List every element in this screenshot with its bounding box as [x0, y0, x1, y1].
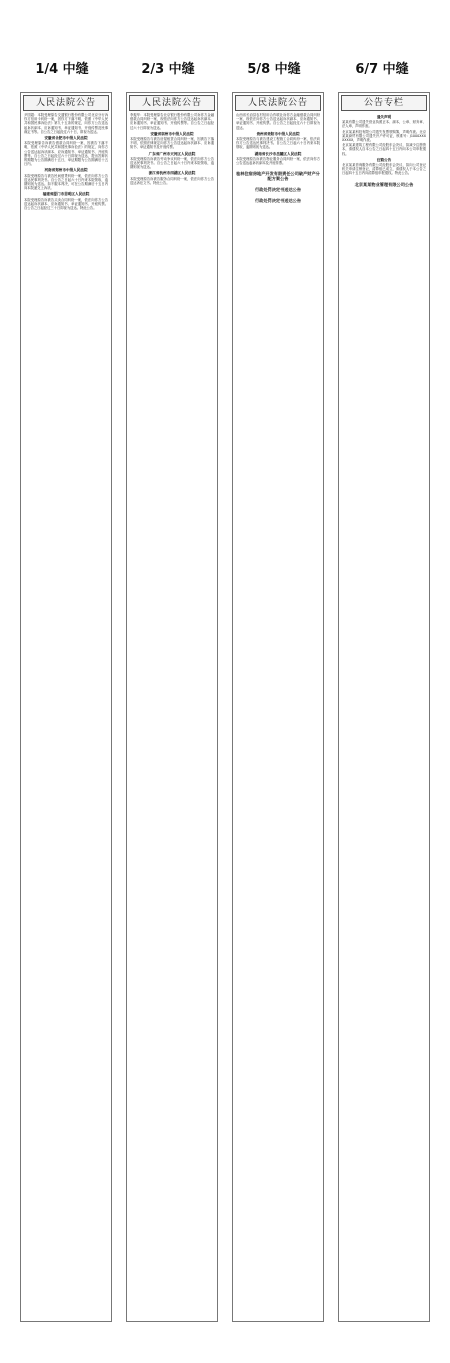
column-title: 人民法院公告: [129, 95, 215, 111]
notice-text: 行政处罚决定书送达公告: [254, 187, 302, 193]
gutter-column-3: [232, 92, 324, 1322]
notice-heading: 安徽省宿州市中级人民法院: [150, 131, 194, 136]
column-title: 人民法院公告: [235, 95, 321, 111]
column-body: [21, 111, 111, 213]
notice-text: 尹国超：本院受理原告交通银行股份有限公司北京分行诉你方信用卡纠纷一案，因你方下落不明，依照《中华人民共和国民事诉讼法》第九十五条的规定，向你方公告送达起诉状副本、应诉通知书、举证通知书、开庭传票及民事裁定书等。自公告之日起经过六十日，即视为送达。: [24, 113, 108, 134]
notice-text: 北京某某咨询服务有限公司经股东会决议，拟向公司登记机关申请注销登记，清算组已成立，请债权人于本公告之日起四十五日内向清算组申报债权。特此公告。: [342, 163, 426, 176]
notice-text: 本院受理原告诉被告买卖合同纠纷一案，依法向你方公告送达起诉状副本、应诉通知书、举证通知书、开庭传票。自公告之日起经过三十日即视为送达。特此公告。: [24, 197, 108, 211]
notice-heading: 福建省厦门市思明区人民法院: [42, 192, 90, 197]
notice-heading: 注销公告: [376, 157, 392, 162]
notice-heading: 湖南省长沙市岳麓区人民法院: [254, 151, 302, 156]
column-header-1: 1/4 中缝: [35, 62, 89, 77]
notice-heading: 河南省郑州市中级人民法院: [44, 168, 88, 173]
column-header-2: 2/3 中缝: [141, 62, 195, 77]
column-title: 人民法院公告: [23, 95, 109, 111]
notice-text: 本院受理原告与被告建设工程施工合同纠纷一案，依法向你方公告送达民事判决书。自公告之日起六十日内来本院领取，逾期则视为送达。: [236, 137, 320, 150]
notice-text: 行政处罚决定书送达公告: [254, 198, 302, 204]
notice-text: 本院受理原告与被告民间借贷纠纷一案，依法向你方公告送达民事判决书。自公告之日起六十日内来本院领取，逾期则视为送达。如不服本判决，可在公告期满后十五日内向本院递交上诉状。: [24, 173, 108, 191]
gutter-column-1: [20, 92, 112, 1322]
notice-text: 本院受理原告与被告房屋租赁合同纠纷一案，因被告下落不明，依照法律规定向你方公告送达起诉状副本、应诉通知书、举证通知书及开庭传票。: [130, 137, 214, 150]
column-header-3: 5/8 中缝: [247, 62, 301, 77]
notice-heading: 贵州省贵阳市中级人民法院: [256, 131, 300, 136]
notice-text: 本院受理原告诉被告服务合同纠纷一案，依法向你方公告送达诉讼文书。特此公告。: [130, 176, 214, 185]
notice-heading: 安徽省合肥市中级人民法院: [44, 136, 88, 141]
notice-heading: 浙江省杭州市西湖区人民法院: [148, 171, 196, 176]
notice-text: 某某有限公司遗失营业执照正本、副本，公章、财务章、法人章，声明作废。: [342, 120, 426, 129]
column-title: 公告专栏: [341, 95, 427, 111]
column-body: [127, 111, 217, 188]
notice-text: 桂林住宿房地产开发有限责任公司破产财产分配方案公告: [236, 171, 320, 182]
notice-text: 山西省长治县农村信用合作联社诉你方金融借款合同纠纷一案，现依法向你方公告送达起诉状副本、应诉通知书、举证通知书、开庭传票。自公告之日起经过六十日即视为送达。: [236, 113, 320, 130]
column-body: [233, 111, 323, 207]
notice-heading: 遗失声明: [376, 115, 392, 119]
notice-text: 北京某某物业管理有限公司公告: [354, 181, 414, 187]
column-header-4: 6/7 中缝: [355, 62, 409, 77]
column-body: [339, 111, 429, 191]
notice-text: 北京某某科技有限公司遗失发票领购簿，声明作废。北京某某商贸有限公司遗失开户许可证，核准号：J1000XXXXXXXX，声明作废。: [342, 129, 426, 143]
notice-text: 本院受理原告诉被告物业服务合同纠纷一案，依法向你方公告送达起诉状副本及开庭传票。: [236, 156, 320, 166]
gutter-column-2: [126, 92, 218, 1322]
notice-text: 本院受理原告诉被告借款合同纠纷一案，因被告下落不明，依照《中华人民共和国民事诉讼法》的规定，向你方公告送达起诉状副本、应诉通知书、举证通知书、开庭传票等。自公告之日起经过六十日即视为送达，提出答辩状的期限为公告期满后十五日，举证期限为公告期满后十五日内。: [24, 141, 108, 167]
gutter-column-4: [338, 92, 430, 1322]
notice-text: 北京某某建筑工程有限公司经股东会决议，拟减少注册资本，请债权人自本公告之日起四十五日内向本公司申报债权。: [342, 143, 426, 156]
notice-heading: 广东省广州市天河区人民法院: [148, 151, 196, 156]
notice-text: 本院受理原告诉被告劳动争议纠纷一案，依法向你方公告送达民事判决书。自公告之日起六十日内来本院领取，逾期则视为送达。: [130, 156, 214, 170]
notice-text: 李振华：本院受理原告北京银行股份有限公司诉你方金融借款合同纠纷一案，现依法向你方公告送达起诉状副本、应诉通知书、举证通知书、开庭传票等。自公告之日起经过六十日即视为送达。: [130, 113, 214, 130]
